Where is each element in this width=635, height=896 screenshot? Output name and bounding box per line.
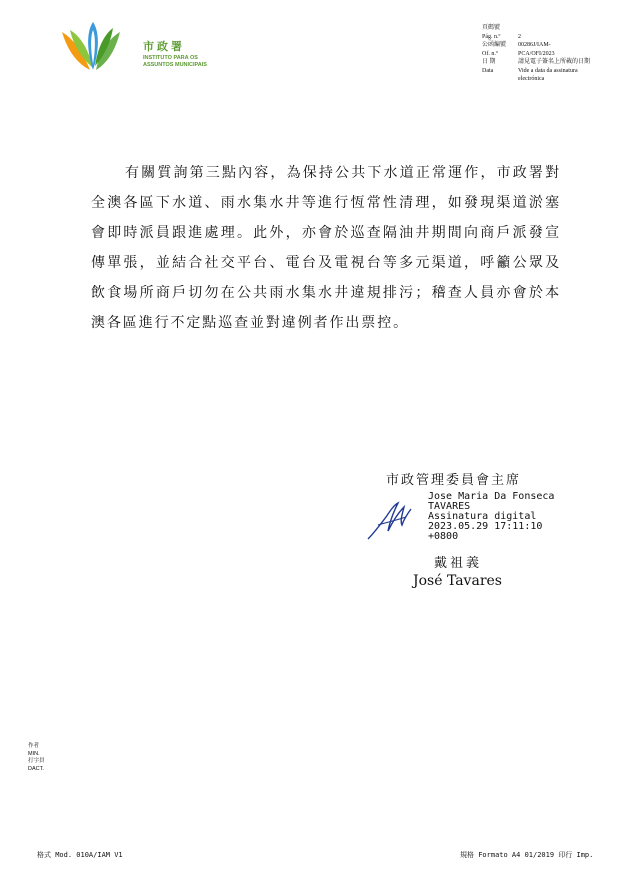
dact-line: DACT.: [28, 765, 44, 772]
meta-value: electrónica: [518, 76, 545, 82]
digital-signature-line: Assinatura digital: [428, 511, 537, 522]
meta-value: [518, 24, 608, 33]
dact-line: 作者: [28, 743, 40, 749]
meta-label: [482, 75, 518, 84]
meta-label: 頁碼號: [482, 25, 501, 31]
signature-scribble-icon: [364, 495, 414, 545]
meta-label: Data: [482, 67, 494, 74]
meta-label: Of. n.º: [482, 50, 498, 57]
signer-name-zh: 戴祖義: [434, 556, 483, 571]
meta-row: [482, 58, 608, 67]
signer-name-pt: José Tavares: [413, 573, 502, 589]
meta-row: [482, 67, 608, 76]
digital-signature-line: Jose Maria Da Fonseca: [428, 491, 555, 502]
logo-name-pt-line: INSTITUTO PARA OS: [143, 55, 198, 61]
footer-format: 規格 Formato A4 01/2019 印行 Imp.: [460, 851, 594, 859]
digital-signature-line: +0800: [428, 531, 459, 542]
meta-row: [482, 75, 608, 84]
meta-value: 2: [518, 33, 521, 40]
body-paragraph: 有關質詢第三點內容，為保持公共下水道正常運作，市政署對全澳各區下水道、雨水集水井等進行恆常性清理，如發現渠道淤塞會即時派員跟進處理。此外，亦會於巡查隔油井期間向商戶派發宣傳單張，並結合社交平台、電台及電視台等多元渠道，呼籲公眾及飲食場所商戶切勿在公共雨水集水井違規排污；稽查人員亦會於本澳各區進行不定點巡查並對違例者作出票控。: [91, 165, 561, 331]
logo-name-pt-line: ASSUNTOS MUNICIPAIS: [143, 61, 207, 68]
meta-label: Pág. n.º: [482, 33, 501, 40]
meta-row: [482, 33, 608, 42]
meta-label: 公函編號: [482, 42, 507, 48]
dact-line: MIN.: [28, 750, 40, 757]
digital-signature-line: 2023.05.29 17:11:10: [428, 521, 543, 532]
meta-row: [482, 41, 608, 50]
reference-block: [482, 24, 608, 84]
meta-label: 日 期: [482, 59, 496, 65]
digital-signature-text: [428, 492, 554, 542]
logo-name-zh: 市政署: [143, 41, 185, 53]
logo-name-pt: [143, 55, 207, 68]
dact-line: 打字員: [28, 758, 45, 764]
meta-value: Vide a data da assinatura: [518, 67, 578, 74]
meta-row: [482, 50, 608, 59]
author-typist-block: [28, 743, 45, 773]
footer-model: 格式 Mod. 010A/IAM V1: [37, 851, 123, 859]
meta-value: 00286J/IAM-: [518, 42, 551, 48]
signer-title: 市政管理委員會主席: [386, 473, 522, 488]
digital-signature-line: TAVARES: [428, 501, 471, 512]
meta-value: 請見電子簽名上所載的日期: [518, 59, 591, 65]
logo-text: [143, 38, 207, 68]
meta-value: PCA/OFI/2023: [518, 50, 555, 57]
meta-row: [482, 24, 608, 33]
